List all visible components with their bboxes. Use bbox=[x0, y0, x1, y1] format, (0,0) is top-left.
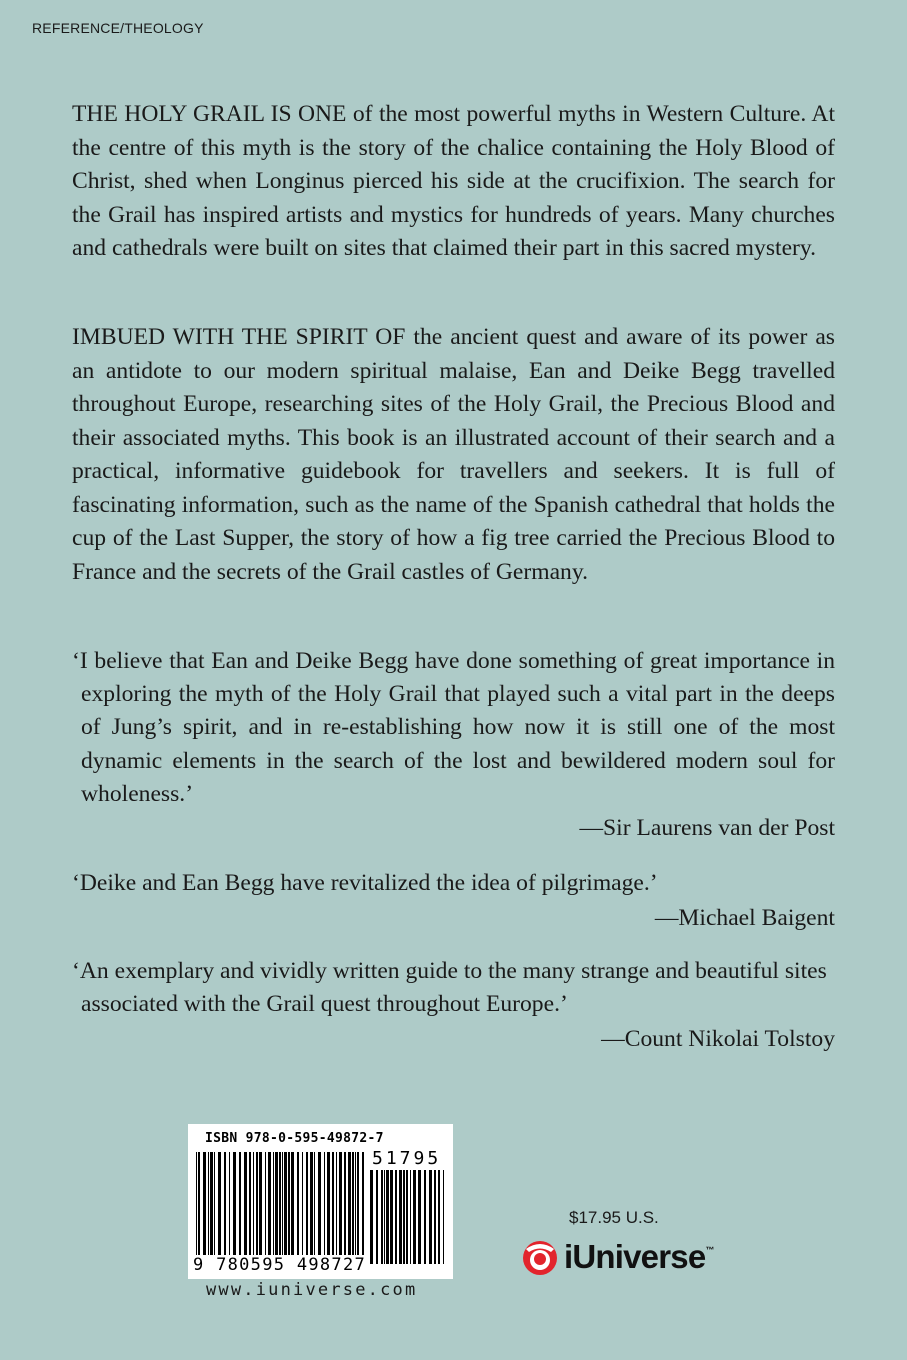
barcode-bar bbox=[310, 1152, 313, 1264]
barcode-bar bbox=[424, 1170, 426, 1264]
barcode-bar bbox=[233, 1152, 236, 1264]
addon-barcode bbox=[370, 1170, 446, 1264]
price-label: $17.95 U.S. bbox=[569, 1208, 659, 1227]
review-author-2: —Michael Baigent bbox=[654, 905, 835, 931]
ean-barcode bbox=[196, 1152, 364, 1264]
barcode-panel bbox=[188, 1124, 453, 1279]
isbn-label: ISBN 978-0-595-49872-7 bbox=[205, 1131, 384, 1146]
publisher-logo bbox=[520, 1237, 714, 1277]
barcode-bar bbox=[336, 1152, 337, 1264]
barcode-bar bbox=[352, 1152, 354, 1264]
barcode-bar bbox=[239, 1152, 241, 1264]
barcode-bar bbox=[196, 1152, 197, 1264]
barcode-bar bbox=[275, 1152, 278, 1264]
barcode-bar bbox=[418, 1170, 421, 1264]
barcode-bar bbox=[256, 1152, 258, 1264]
barcode-bar bbox=[291, 1152, 294, 1264]
barcode-bar bbox=[253, 1152, 254, 1264]
barcode-bar bbox=[403, 1170, 405, 1264]
barcode-bar bbox=[339, 1152, 342, 1264]
barcode-bar bbox=[429, 1170, 432, 1264]
barcode-bar bbox=[297, 1152, 299, 1264]
barcode-bar bbox=[362, 1152, 364, 1264]
review-quote-2: ‘Deike and Ean Begg have revitalized the idea of pilgrimage.’ bbox=[72, 870, 658, 896]
barcode-bar bbox=[229, 1152, 230, 1264]
category-label: REFERENCE/THEOLOGY bbox=[32, 20, 204, 36]
barcode-bar bbox=[203, 1152, 206, 1264]
barcode-bar bbox=[259, 1152, 262, 1264]
iuniverse-swirl-icon bbox=[520, 1237, 560, 1277]
barcode-bar bbox=[265, 1152, 266, 1264]
barcode-bar bbox=[318, 1152, 321, 1264]
review-quote-3: ‘An exemplary and vividly written guide to the many strange and beautiful sites associated with the Grail quest throughout Europe.’ bbox=[72, 958, 827, 1018]
barcode-bar bbox=[306, 1152, 308, 1264]
barcode-bar bbox=[284, 1152, 287, 1264]
description-paragraph-2: IMBUED WITH THE SPIRIT OF the ancient quest and aware of its power as an antidote to our modern spiritual malaise, Ean and Deike Begg travelled throughout Europe, researching sites of the Holy Grail, the Precious Blood and their associated myths. This book is an illustrated account of their search and a practical, informative guidebook for travellers and seekers. It is full of fascinating information, such as the name of the Spanish cathedral that holds the cup of the Last Supper, the story of how a fig tree carried the Precious Blood to France and the secrets of the Grail castles of Germany. bbox=[72, 324, 835, 585]
barcode-bar bbox=[288, 1152, 290, 1264]
barcode-bar bbox=[224, 1152, 226, 1264]
barcode-bar bbox=[384, 1170, 385, 1264]
barcode-bar bbox=[244, 1152, 247, 1264]
barcode-bar bbox=[399, 1170, 402, 1264]
barcode-bar bbox=[381, 1170, 383, 1264]
review-author-3: —Count Nikolai Tolstoy bbox=[601, 1026, 835, 1052]
addon-digits: 51795 bbox=[372, 1148, 442, 1169]
barcode-bar bbox=[249, 1152, 251, 1264]
barcode-bar bbox=[282, 1152, 283, 1264]
barcode-bar bbox=[268, 1152, 271, 1264]
trademark-symbol: ™ bbox=[705, 1245, 715, 1255]
review-author-1: —Sir Laurens van der Post bbox=[579, 815, 835, 841]
barcode-bar bbox=[410, 1170, 411, 1264]
barcode-bar bbox=[348, 1152, 351, 1264]
barcode-bar bbox=[332, 1152, 334, 1264]
ean-digits: 9 780595 498727 bbox=[193, 1255, 367, 1275]
barcode-bar bbox=[210, 1152, 213, 1264]
barcode-bar bbox=[355, 1152, 356, 1264]
barcode-bar bbox=[279, 1152, 281, 1264]
barcode-bar bbox=[390, 1170, 393, 1264]
barcode-bar bbox=[395, 1170, 397, 1264]
review-quote-1: ‘I believe that Ean and Deike Begg have done something of great importance in exploring the myth of the Holy Grail that played such a vital part in the deeps of Jung’s spirit, and in re-establishing how now it is still one of the most dynamic elements in the search of the lost and bewildered modern soul for wholeness.’ bbox=[72, 648, 835, 807]
barcode-bar bbox=[406, 1170, 408, 1264]
barcode-bar bbox=[327, 1152, 330, 1264]
barcode-bar bbox=[434, 1170, 436, 1264]
description-paragraph-1: THE HOLY GRAIL IS ONE of the most powerful myths in Western Culture. At the centre of this myth is the story of the chalice containing the Holy Blood of Christ, shed when Longinus pierced his side at the crucifixion. The search for the Grail has inspired artists and mystics for hundreds of years. Many churches and cathedrals were built on sites that claimed their part in this sacred mystery. bbox=[72, 101, 835, 261]
barcode-bar bbox=[413, 1170, 416, 1264]
barcode-bar bbox=[376, 1170, 378, 1264]
barcode-bar bbox=[386, 1170, 389, 1264]
barcode-bar bbox=[198, 1152, 200, 1264]
barcode-bar bbox=[370, 1170, 373, 1264]
barcode-bar bbox=[302, 1152, 303, 1264]
barcode-bar bbox=[214, 1152, 215, 1264]
barcode-bar bbox=[218, 1152, 221, 1264]
barcode-bar bbox=[324, 1152, 325, 1264]
barcode-bar bbox=[314, 1152, 315, 1264]
barcode-bar bbox=[357, 1152, 359, 1264]
barcode-bar bbox=[273, 1152, 274, 1264]
publisher-website: www.iuniverse.com bbox=[206, 1280, 418, 1300]
barcode-bar bbox=[208, 1152, 209, 1264]
barcode-bar bbox=[443, 1170, 444, 1264]
barcode-bar bbox=[438, 1170, 440, 1264]
publisher-name: iUniverse bbox=[564, 1238, 706, 1275]
barcode-bar bbox=[344, 1152, 346, 1264]
